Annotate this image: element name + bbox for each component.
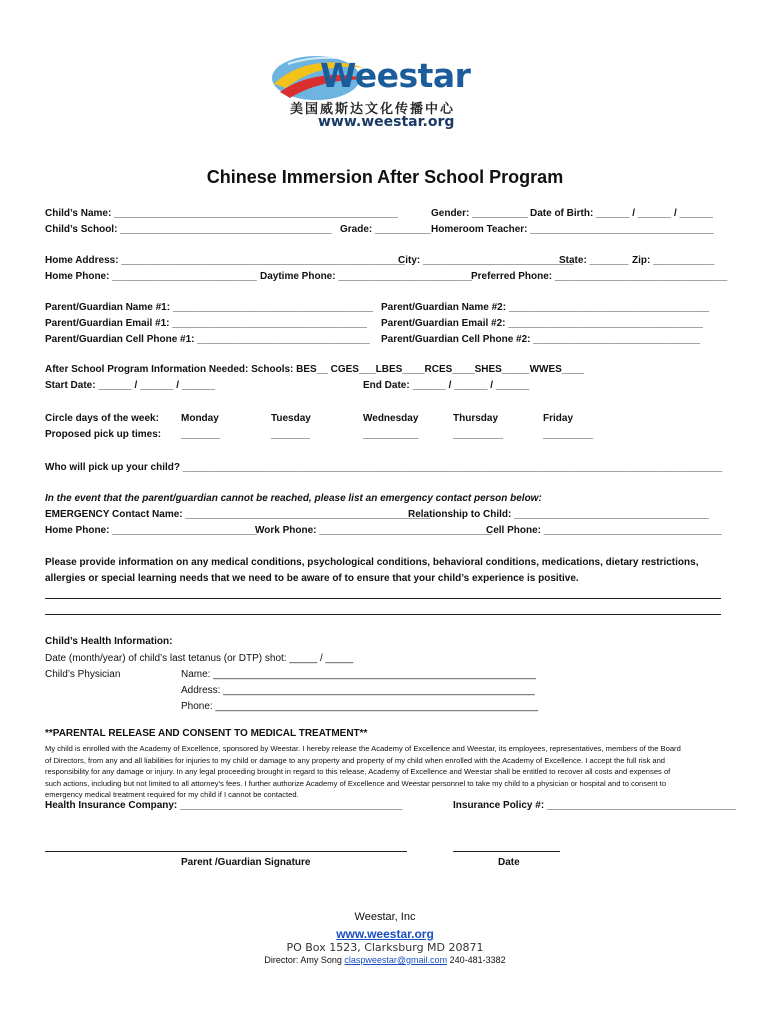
guardian-email-2-field[interactable]: Parent/Guardian Email #2: ___________________________________ <box>381 318 703 329</box>
date-of-birth-field[interactable]: Date of Birth: ______ / ______ / ______ <box>530 208 713 219</box>
circle-days-label: Circle days of the week: <box>45 413 159 424</box>
day-tuesday[interactable]: Tuesday <box>271 413 311 424</box>
medical-prompt-line-2: allergies or special learning needs that we need to be aware of to ensure that your child’s experience is positive. <box>45 573 579 584</box>
medical-prompt-line-1: Please provide information on any medical conditions, psychological conditions, behavioral conditions, medications, dietary restrictions, <box>45 557 699 568</box>
zip-field[interactable]: Zip: ___________ <box>632 255 715 266</box>
end-date-field[interactable]: End Date: ______ / ______ / ______ <box>363 380 530 391</box>
physician-name-field[interactable]: Name: __________________________________________________________ <box>181 669 536 680</box>
relationship-field[interactable]: Relationship to Child: ___________________________________ <box>408 509 709 520</box>
emergency-cell-phone-field[interactable]: Cell Phone: ________________________________ <box>486 525 722 536</box>
medical-answer-line-2[interactable] <box>45 614 721 615</box>
physician-label: Child’s Physician <box>45 669 121 680</box>
daytime-phone-field[interactable]: Daytime Phone: ________________________ <box>260 271 472 282</box>
logo-chinese-name: 美国威斯达文化传播中心 <box>290 102 456 117</box>
insurance-policy-field[interactable]: Insurance Policy #: __________________________________ <box>453 800 737 811</box>
start-date-field[interactable]: Start Date: ______ / ______ / ______ <box>45 380 216 391</box>
state-field[interactable]: State: _______ <box>559 255 629 266</box>
weestar-logo <box>268 54 504 132</box>
emergency-contact-name-field[interactable]: EMERGENCY Contact Name: ____________________________________________ <box>45 509 431 520</box>
pickup-time-friday[interactable]: _________ <box>543 429 594 440</box>
who-picks-up-field[interactable]: Who will pick up your child? _________________________________________________________________________________________________ <box>45 462 723 473</box>
pickup-time-thursday[interactable]: _________ <box>453 429 504 440</box>
grade-field[interactable]: Grade: __________ <box>340 224 431 235</box>
footer-company: Weestar, Inc <box>354 911 416 923</box>
footer-website-link[interactable]: www.weestar.org <box>336 927 434 941</box>
emergency-work-phone-field[interactable]: Work Phone: _______________________________ <box>255 525 492 536</box>
release-text-line: responsibility for any damage or injury. In any legal proceeding brought in regard to this release, Academy of Excellence and Weestar shall be entitled to recover all costs and expenses of <box>45 767 671 776</box>
footer-director-line <box>0 955 770 965</box>
schools-selection-field[interactable]: After School Program Information Needed: Schools: BES__ CGES___LBES____RCES____SHES_____WWES____ <box>45 364 585 375</box>
logo-url: www.weestar.org <box>318 114 455 130</box>
release-text-line: of Directors, from any and all liabilities for injuries to my child or damage to any property and property of my child when enrolled with the Academy of Excellence. I accept the full risk and <box>45 755 666 765</box>
gender-field[interactable]: Gender: __________ <box>431 208 528 219</box>
signature-label: Parent /Guardian Signature <box>181 857 311 868</box>
preferred-phone-field[interactable]: Preferred Phone: _______________________________ <box>471 271 728 282</box>
physician-phone-field[interactable]: Phone: __________________________________________________________ <box>181 701 539 712</box>
guardian-email-1-field[interactable]: Parent/Guardian Email #1: ___________________________________ <box>45 318 367 329</box>
insurance-company-field[interactable]: Health Insurance Company: ________________________________________ <box>45 800 403 811</box>
footer-po-box: PO Box 1523, Clarksburg MD 20871 <box>286 941 484 954</box>
release-text-line: such actions, including but not limited to all attorney’s fees. I further authorize Academy of Excellence and Weestar personnel to take my child to a physician or hospital and to consent to <box>45 778 667 788</box>
date-line[interactable] <box>453 851 560 852</box>
physician-address-field[interactable]: Address: ________________________________________________________ <box>181 685 535 696</box>
day-friday[interactable]: Friday <box>543 413 574 424</box>
release-text-line: emergency medical treatment required for my child if I cannot be contacted. <box>45 790 299 799</box>
day-wednesday[interactable]: Wednesday <box>363 413 419 424</box>
child-school-field[interactable]: Child’s School: ______________________________________ <box>45 224 332 235</box>
tetanus-date-field[interactable]: Date (month/year) of child’s last tetanus (or DTP) shot: _____ / _____ <box>45 653 354 664</box>
guardian-cell-1-field[interactable]: Parent/Guardian Cell Phone #1: _______________________________ <box>45 334 370 345</box>
day-thursday[interactable]: Thursday <box>453 413 499 424</box>
child-name-field[interactable]: Child’s Name: ___________________________________________________ <box>45 208 398 219</box>
health-info-heading: Child’s Health Information: <box>45 636 173 647</box>
release-text <box>45 743 725 801</box>
pickup-time-tuesday[interactable]: _______ <box>271 429 310 440</box>
guardian-cell-2-field[interactable]: Parent/Guardian Cell Phone #2: ______________________________ <box>381 334 701 345</box>
day-monday[interactable]: Monday <box>181 413 219 424</box>
footer-director-name: Director: Amy Song <box>264 955 342 965</box>
logo-wordmark: Weestar <box>320 56 471 95</box>
home-phone-field[interactable]: Home Phone: __________________________ <box>45 271 257 282</box>
home-address-field[interactable]: Home Address: ___________________________________________________ <box>45 255 405 266</box>
signature-line[interactable] <box>45 851 407 852</box>
footer-website-container <box>0 927 770 941</box>
page-title: Chinese Immersion After School Program <box>206 167 564 187</box>
footer-phone: 240-481-3382 <box>449 955 506 965</box>
release-text-line: My child is enrolled with the Academy of Excellence, sponsored by Weestar. I hereby release the Academy of Excellence and Weestar, its employees, representatives, members of the Board <box>45 744 681 753</box>
footer-email-link[interactable]: claspweestar@gmail.com <box>344 955 448 965</box>
medical-answer-line-1[interactable] <box>45 598 721 599</box>
emergency-intro-text: In the event that the parent/guardian cannot be reached, please list an emergency contact person below: <box>45 493 542 504</box>
city-field[interactable]: City: ___________________________ <box>398 255 574 266</box>
homeroom-teacher-field[interactable]: Homeroom Teacher: _________________________________ <box>431 224 714 235</box>
pickup-time-monday[interactable]: _______ <box>181 429 220 440</box>
pickup-times-label: Proposed pick up times: <box>45 429 162 440</box>
emergency-home-phone-field[interactable]: Home Phone: __________________________ <box>45 525 257 536</box>
guardian-name-1-field[interactable]: Parent/Guardian Name #1: ____________________________________ <box>45 302 374 313</box>
guardian-name-2-field[interactable]: Parent/Guardian Name #2: ____________________________________ <box>381 302 710 313</box>
date-label: Date <box>498 857 520 868</box>
pickup-time-wednesday[interactable]: __________ <box>363 429 419 440</box>
release-heading: **PARENTAL RELEASE AND CONSENT TO MEDICAL TREATMENT** <box>45 728 368 739</box>
